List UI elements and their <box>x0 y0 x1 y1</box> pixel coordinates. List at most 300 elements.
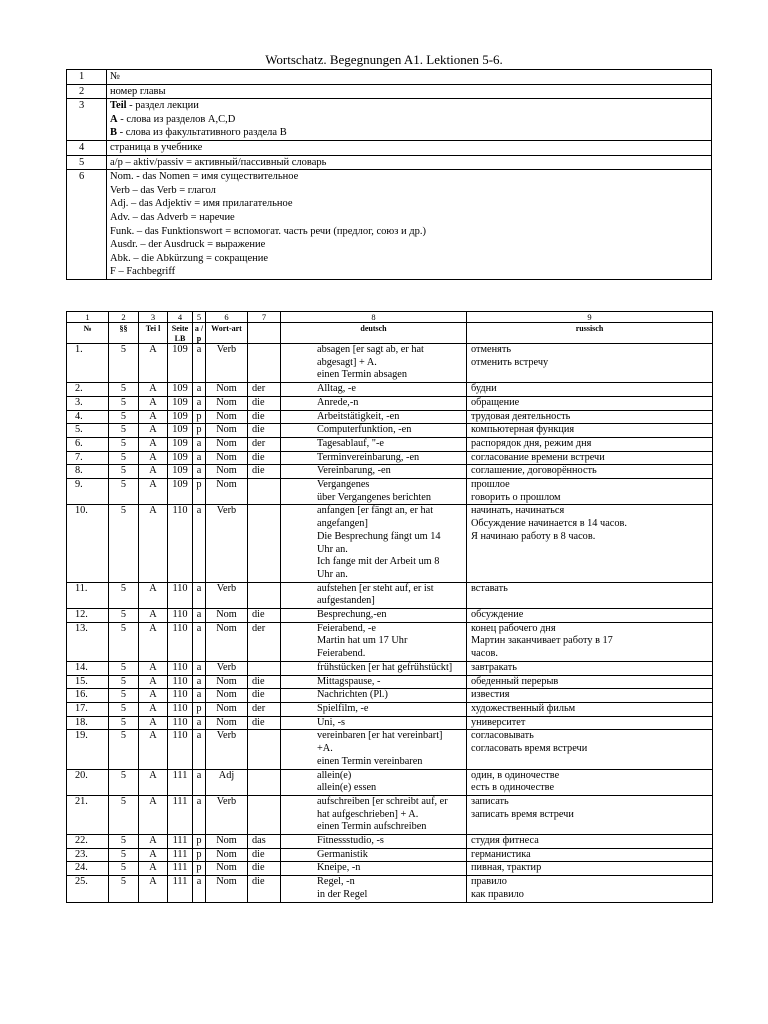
russian-line: один, в одиночестве <box>471 769 560 781</box>
entry-number-cell: 12. <box>67 609 109 623</box>
german-line: Computerfunktion, -en <box>317 424 412 436</box>
legend-row <box>67 155 712 170</box>
russian-line: конец рабочего дня <box>471 622 556 634</box>
article-cell: die <box>248 716 281 730</box>
page-number-cell: 109 <box>168 396 193 410</box>
german-line: Mittagspause, - <box>317 675 381 687</box>
word-type-cell: Nom <box>206 622 248 661</box>
german-cell <box>281 437 467 451</box>
entry-number-cell: 9. <box>67 479 109 505</box>
chapter-cell: 5 <box>109 396 139 410</box>
russian-line: начинать, начинаться <box>471 505 565 517</box>
legend-desc: - слова из факультативного раздела B <box>117 127 287 139</box>
german-line: Fitnessstudio, -s <box>317 835 384 847</box>
german-cell <box>281 862 467 876</box>
column-header <box>248 323 281 344</box>
column-number: 6 <box>206 312 248 323</box>
russian-line: отменить встречу <box>471 356 549 368</box>
section-cell: A <box>139 675 168 689</box>
article-cell: die <box>248 675 281 689</box>
russian-cell <box>467 383 713 397</box>
page-number-cell: 111 <box>168 795 193 834</box>
legend-row <box>67 84 712 99</box>
german-cell <box>281 582 467 608</box>
russian-line: Я начинаю работу в 8 часов. <box>471 530 596 542</box>
russian-cell <box>467 835 713 849</box>
legend-line: a/p – aktiv/passiv = активный/пассивный словарь <box>110 156 327 168</box>
section-cell: A <box>139 622 168 661</box>
entry-number-cell: 14. <box>67 661 109 675</box>
active-passive-cell: a <box>193 582 206 608</box>
column-number: 3 <box>139 312 168 323</box>
legend-number: 1 <box>67 70 107 85</box>
section-cell: A <box>139 876 168 902</box>
section-cell: A <box>139 437 168 451</box>
table-row <box>67 396 713 410</box>
russian-line: говорить о прошлом <box>471 491 561 503</box>
legend-key: B <box>110 127 118 139</box>
legend-line: номер главы <box>110 85 166 97</box>
german-cell <box>281 716 467 730</box>
active-passive-cell: a <box>193 661 206 675</box>
chapter-cell: 5 <box>109 410 139 424</box>
word-type-cell: Nom <box>206 396 248 410</box>
table-row <box>67 862 713 876</box>
german-line: vereinbaren [er hat vereinbart] <box>317 730 443 742</box>
column-number: 9 <box>467 312 713 323</box>
legend-line <box>110 99 708 113</box>
russian-line: прошлое <box>471 479 510 491</box>
russian-cell <box>467 876 713 902</box>
page-title: Wortschatz. Begegnungen A1. Lektionen 5-6. <box>265 52 503 67</box>
russian-line: компьютерная функция <box>471 424 575 436</box>
active-passive-cell: a <box>193 689 206 703</box>
legend-number: 2 <box>67 84 107 99</box>
section-cell: A <box>139 795 168 834</box>
article-cell: die <box>248 609 281 623</box>
chapter-cell: 5 <box>109 383 139 397</box>
german-cell <box>281 410 467 424</box>
section-cell: A <box>139 424 168 438</box>
german-cell <box>281 622 467 661</box>
page-number-cell: 110 <box>168 622 193 661</box>
chapter-cell: 5 <box>109 344 139 383</box>
word-type-cell: Nom <box>206 848 248 862</box>
russian-line: германистика <box>471 848 531 860</box>
word-type-cell: Nom <box>206 383 248 397</box>
german-cell <box>281 465 467 479</box>
column-number: 2 <box>109 312 139 323</box>
legend-number: 6 <box>67 170 107 280</box>
section-cell: A <box>139 609 168 623</box>
chapter-cell: 5 <box>109 609 139 623</box>
article-cell: der <box>248 702 281 716</box>
russian-cell <box>467 862 713 876</box>
german-cell <box>281 451 467 465</box>
russian-line: пивная, трактир <box>471 862 542 874</box>
german-line: Besprechung,-en <box>317 609 387 621</box>
russian-line: есть в одиночестве <box>471 782 555 794</box>
german-line: abgesagt] + A. <box>317 356 377 368</box>
table-row <box>67 465 713 479</box>
german-line: Feierabend. <box>317 648 366 660</box>
active-passive-cell: p <box>193 835 206 849</box>
russian-line: распорядок дня, режим дня <box>471 437 592 449</box>
german-line: Regel, -n <box>317 876 355 888</box>
page-number-cell: 109 <box>168 383 193 397</box>
legend-line: Nom. - das Nomen = имя существительное <box>110 171 299 183</box>
russian-line: Обсуждение начинается в 14 часов. <box>471 518 627 530</box>
article-cell: das <box>248 835 281 849</box>
active-passive-cell: a <box>193 769 206 795</box>
section-cell: A <box>139 716 168 730</box>
section-cell: A <box>139 451 168 465</box>
page-number-cell: 109 <box>168 410 193 424</box>
page-number-cell: 109 <box>168 465 193 479</box>
section-cell: A <box>139 835 168 849</box>
table-row <box>67 437 713 451</box>
german-line: aufgestanden] <box>317 595 375 607</box>
german-cell <box>281 609 467 623</box>
active-passive-cell: p <box>193 848 206 862</box>
article-cell: der <box>248 383 281 397</box>
chapter-cell: 5 <box>109 582 139 608</box>
russian-line: правило <box>471 876 507 888</box>
entry-number-cell: 20. <box>67 769 109 795</box>
german-cell <box>281 730 467 769</box>
german-line: Martin hat um 17 Uhr <box>317 635 408 647</box>
word-type-cell: Nom <box>206 716 248 730</box>
section-cell: A <box>139 396 168 410</box>
active-passive-cell: a <box>193 505 206 582</box>
section-cell: A <box>139 479 168 505</box>
page-number-cell: 109 <box>168 424 193 438</box>
legend-line: страница в учебнике <box>110 141 203 153</box>
entry-number-cell: 22. <box>67 835 109 849</box>
chapter-cell: 5 <box>109 675 139 689</box>
active-passive-cell: p <box>193 410 206 424</box>
german-line: Alltag, -e <box>317 383 356 395</box>
german-line: Kneipe, -n <box>317 862 361 874</box>
russian-cell <box>467 622 713 661</box>
legend-line <box>110 126 708 140</box>
chapter-cell: 5 <box>109 730 139 769</box>
entry-number-cell: 18. <box>67 716 109 730</box>
chapter-cell: 5 <box>109 876 139 902</box>
table-row <box>67 795 713 834</box>
column-header: № <box>67 323 109 344</box>
russian-cell <box>467 795 713 834</box>
article-cell: die <box>248 410 281 424</box>
section-cell: A <box>139 410 168 424</box>
german-line: aufschreiben [er schreibt auf, er <box>317 795 448 807</box>
legend-text <box>107 155 712 170</box>
chapter-cell: 5 <box>109 451 139 465</box>
german-line: absagen [er sagt ab, er hat <box>317 344 424 355</box>
legend-text <box>107 170 712 280</box>
section-cell: A <box>139 383 168 397</box>
legend-desc: - раздел лекции <box>126 100 199 112</box>
section-cell: A <box>139 848 168 862</box>
column-number: 5 <box>193 312 206 323</box>
russian-line: обеденный перерыв <box>471 675 559 687</box>
german-line: +A. <box>317 743 333 755</box>
legend-row <box>67 140 712 155</box>
german-line: frühstücken [er hat gefrühstückt] <box>317 661 453 673</box>
chapter-cell: 5 <box>109 622 139 661</box>
russian-line: вставать <box>471 582 508 594</box>
table-row <box>67 622 713 661</box>
table-row <box>67 410 713 424</box>
word-type-cell: Nom <box>206 437 248 451</box>
active-passive-cell: p <box>193 479 206 505</box>
german-cell <box>281 876 467 902</box>
german-line: Uhr an. <box>317 568 348 580</box>
active-passive-cell: a <box>193 451 206 465</box>
legend-line: Abk. – die Abkürzung = сокращение <box>110 252 269 264</box>
chapter-cell: 5 <box>109 835 139 849</box>
german-cell <box>281 848 467 862</box>
russian-cell <box>467 848 713 862</box>
page-number-cell: 110 <box>168 675 193 689</box>
table-row <box>67 835 713 849</box>
column-header: §§ <box>109 323 139 344</box>
table-row <box>67 505 713 582</box>
chapter-cell: 5 <box>109 716 139 730</box>
legend-text <box>107 140 712 155</box>
german-cell <box>281 835 467 849</box>
vocabulary-table <box>66 311 713 903</box>
word-type-cell: Verb <box>206 582 248 608</box>
active-passive-cell: a <box>193 795 206 834</box>
german-cell <box>281 505 467 582</box>
page-number-cell: 111 <box>168 876 193 902</box>
word-type-cell: Nom <box>206 451 248 465</box>
russian-cell <box>467 451 713 465</box>
legend-line <box>110 113 708 127</box>
german-line: Spielfilm, -e <box>317 702 369 714</box>
russian-cell <box>467 479 713 505</box>
entry-number-cell: 13. <box>67 622 109 661</box>
russian-line: согласование времени встречи <box>471 451 605 463</box>
russian-cell <box>467 689 713 703</box>
section-cell: A <box>139 465 168 479</box>
legend-key: Teil <box>110 100 127 112</box>
column-header: deutsch <box>281 323 467 344</box>
page-number-cell: 110 <box>168 702 193 716</box>
active-passive-cell: a <box>193 344 206 383</box>
section-cell: A <box>139 862 168 876</box>
german-line: allein(e) <box>317 769 352 781</box>
russian-line: обращение <box>471 396 520 408</box>
active-passive-cell: a <box>193 396 206 410</box>
german-cell <box>281 383 467 397</box>
legend-number: 3 <box>67 99 107 141</box>
russian-line: записать время встречи <box>471 808 574 820</box>
german-cell <box>281 424 467 438</box>
chapter-cell: 5 <box>109 795 139 834</box>
section-cell: A <box>139 730 168 769</box>
legend-line: Adj. – das Adjektiv = имя прилагательное <box>110 198 293 210</box>
german-cell <box>281 661 467 675</box>
russian-line: студия фитнеса <box>471 835 539 847</box>
german-cell <box>281 396 467 410</box>
table-row <box>67 730 713 769</box>
russian-line: трудовая деятельность <box>471 410 571 422</box>
page-number-cell: 111 <box>168 862 193 876</box>
german-line: aufstehen [er steht auf, er ist <box>317 582 434 594</box>
entry-number-cell: 25. <box>67 876 109 902</box>
chapter-cell: 5 <box>109 505 139 582</box>
german-line: Tagesablauf, "-e <box>317 437 384 449</box>
entry-number-cell: 7. <box>67 451 109 465</box>
article-cell <box>248 344 281 383</box>
entry-number-cell: 4. <box>67 410 109 424</box>
russian-line: согласовать время встречи <box>471 743 588 755</box>
russian-line: часов. <box>471 648 498 660</box>
legend-key: A <box>110 113 118 125</box>
table-row <box>67 848 713 862</box>
page-number-cell: 110 <box>168 505 193 582</box>
active-passive-cell: p <box>193 424 206 438</box>
legend-row <box>67 70 712 85</box>
active-passive-cell: p <box>193 702 206 716</box>
legend-text <box>107 99 712 141</box>
legend-line: Adv. – das Adverb = наречие <box>110 211 235 223</box>
chapter-cell: 5 <box>109 769 139 795</box>
table-row <box>67 689 713 703</box>
table-row <box>67 383 713 397</box>
column-number-row <box>67 312 713 323</box>
entry-number-cell: 8. <box>67 465 109 479</box>
active-passive-cell: a <box>193 437 206 451</box>
page-number-cell: 110 <box>168 716 193 730</box>
word-type-cell: Verb <box>206 795 248 834</box>
page-number-cell: 111 <box>168 848 193 862</box>
column-header: russisch <box>467 323 713 344</box>
article-cell: der <box>248 622 281 661</box>
entry-number-cell: 11. <box>67 582 109 608</box>
word-type-cell: Nom <box>206 689 248 703</box>
article-cell: die <box>248 876 281 902</box>
page-number-cell: 110 <box>168 730 193 769</box>
german-line: einen Termin vereinbaren <box>317 755 423 767</box>
word-type-cell: Verb <box>206 730 248 769</box>
column-header: a / p <box>193 323 206 344</box>
column-header: Wort-art <box>206 323 248 344</box>
entry-number-cell: 21. <box>67 795 109 834</box>
page-number-cell: 109 <box>168 479 193 505</box>
column-number: 7 <box>248 312 281 323</box>
german-line: einen Termin absagen <box>317 369 408 381</box>
section-cell: A <box>139 769 168 795</box>
section-cell: A <box>139 344 168 383</box>
legend-line: Verb – das Verb = глагол <box>110 184 216 196</box>
active-passive-cell: a <box>193 609 206 623</box>
article-cell: die <box>248 451 281 465</box>
word-type-cell: Nom <box>206 479 248 505</box>
legend-number: 5 <box>67 155 107 170</box>
russian-line: Мартин заканчивает работу в 17 <box>471 635 613 647</box>
russian-cell <box>467 769 713 795</box>
table-row <box>67 716 713 730</box>
section-cell: A <box>139 505 168 582</box>
russian-line: отменять <box>471 344 512 355</box>
chapter-cell: 5 <box>109 848 139 862</box>
russian-line: обсуждение <box>471 609 524 621</box>
word-type-cell: Verb <box>206 344 248 383</box>
chapter-cell: 5 <box>109 689 139 703</box>
active-passive-cell: a <box>193 383 206 397</box>
table-row <box>67 609 713 623</box>
article-cell <box>248 661 281 675</box>
table-row <box>67 479 713 505</box>
entry-number-cell: 16. <box>67 689 109 703</box>
russian-cell <box>467 410 713 424</box>
chapter-cell: 5 <box>109 862 139 876</box>
page-number-cell: 110 <box>168 609 193 623</box>
legend-line: Funk. – das Funktionswort = вспомогат. часть речи (предлог, союз и др.) <box>110 225 426 237</box>
german-line: Nachrichten (Pl.) <box>317 689 388 701</box>
german-line: allein(e) essen <box>317 782 377 794</box>
german-line: Die Besprechung fängt um 14 <box>317 530 441 542</box>
russian-cell <box>467 582 713 608</box>
entry-number-cell: 19. <box>67 730 109 769</box>
german-line: hat aufgeschrieben] + A. <box>317 808 419 820</box>
column-header: Seite LB <box>168 323 193 344</box>
russian-line: университет <box>471 716 526 728</box>
chapter-cell: 5 <box>109 661 139 675</box>
german-cell <box>281 795 467 834</box>
page-number-cell: 109 <box>168 451 193 465</box>
russian-cell <box>467 424 713 438</box>
german-line: Uhr an. <box>317 543 348 555</box>
table-row <box>67 876 713 902</box>
page-number-cell: 111 <box>168 835 193 849</box>
page-number-cell: 110 <box>168 689 193 703</box>
german-line: angefangen] <box>317 518 368 530</box>
table-row <box>67 702 713 716</box>
article-cell: die <box>248 396 281 410</box>
word-type-cell: Verb <box>206 505 248 582</box>
russian-line: соглашение, договорённость <box>471 465 597 477</box>
table-row <box>67 769 713 795</box>
legend-text <box>107 84 712 99</box>
page-number-cell: 110 <box>168 661 193 675</box>
active-passive-cell: a <box>193 465 206 479</box>
table-row <box>67 424 713 438</box>
german-line: Germanistik <box>317 848 368 860</box>
active-passive-cell: a <box>193 622 206 661</box>
word-type-cell: Adj <box>206 769 248 795</box>
entry-number-cell: 5. <box>67 424 109 438</box>
table-row <box>67 582 713 608</box>
active-passive-cell: a <box>193 876 206 902</box>
german-cell <box>281 702 467 716</box>
russian-cell <box>467 730 713 769</box>
page-number-cell: 109 <box>168 437 193 451</box>
legend-line: № <box>110 71 121 82</box>
german-cell <box>281 344 467 383</box>
german-line: Uni, -s <box>317 716 346 728</box>
article-cell <box>248 582 281 608</box>
entry-number-cell: 23. <box>67 848 109 862</box>
russian-cell <box>467 702 713 716</box>
entry-number-cell: 24. <box>67 862 109 876</box>
word-type-cell: Nom <box>206 835 248 849</box>
article-cell <box>248 769 281 795</box>
german-cell <box>281 689 467 703</box>
